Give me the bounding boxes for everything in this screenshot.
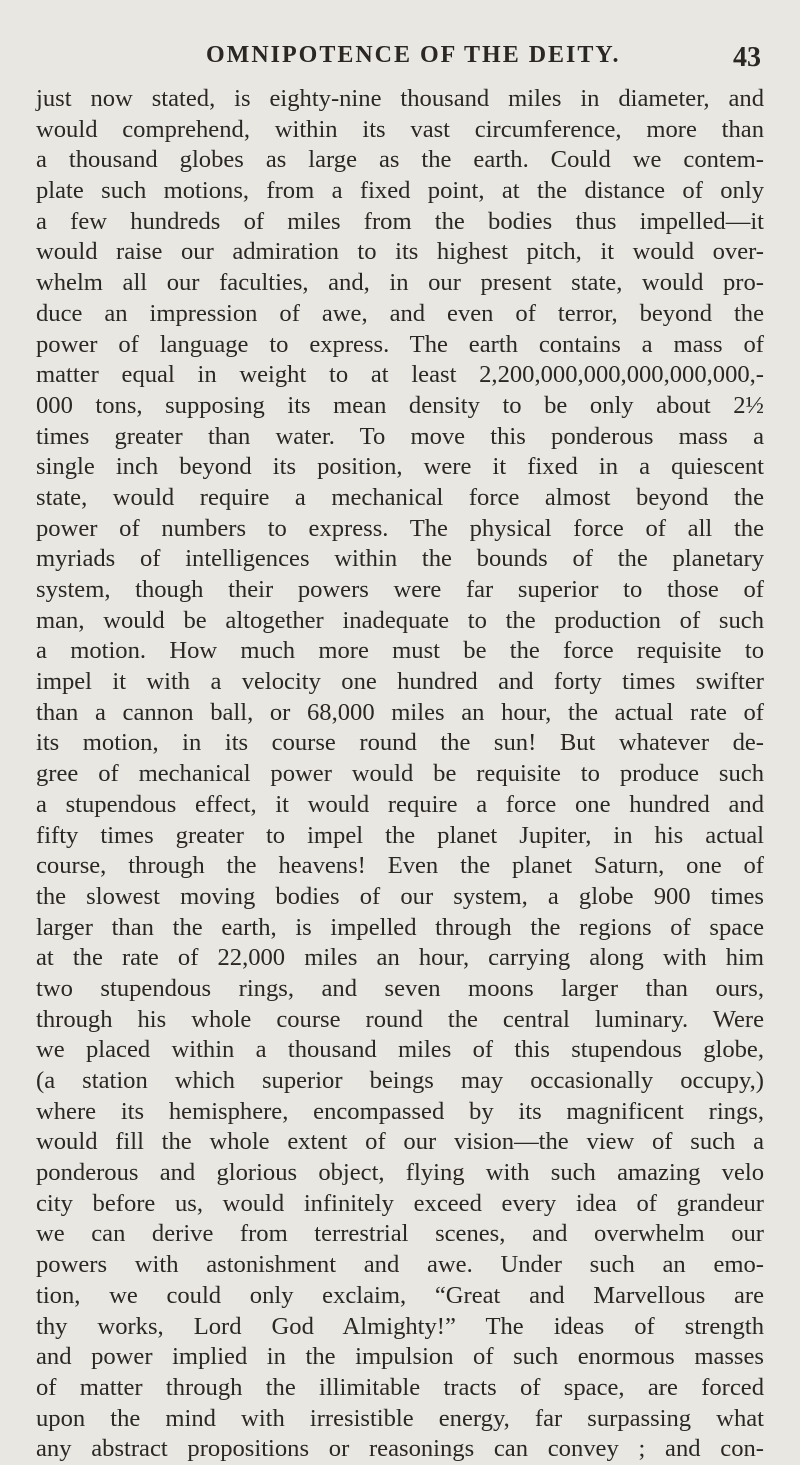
text-line: would fill the whole extent of our vision—the view of such a [36,1128,764,1156]
text-line: larger than the earth, is impelled through the regions of space [36,913,764,941]
text-line: power of numbers to express. The physical force of all the [36,514,764,542]
text-line: its motion, in its course round the sun! But whatever de- [36,729,764,757]
text-line: system, though their powers were far superior to those of [36,576,764,603]
text-line: we can derive from terrestrial scenes, and overwhelm our [36,1220,764,1248]
text-line: (a station which superior beings may occasionally occupy,) [36,1067,764,1094]
page-header [0,42,800,82]
text-line: city before us, would infinitely exceed every idea of grandeur [36,1189,764,1217]
text-line: would comprehend, within its vast circumference, more than [36,115,764,143]
text-line: than a cannon ball, or 68,000 miles an hour, the actual rate of [36,698,764,726]
text-line: we placed within a thousand miles of this stupendous globe, [36,1036,764,1064]
text-line: fifty times greater to impel the planet Jupiter, in his actual [36,821,764,849]
text-line: thy works, Lord God Almighty!” The ideas of strength [36,1312,764,1340]
text-line: ponderous and glorious object, flying with such amazing velo [36,1159,764,1187]
text-line: two stupendous rings, and seven moons larger than ours, [36,974,764,1002]
text-line: any abstract propositions or reasonings can convey ; and con- [36,1435,764,1463]
text-line: a stupendous effect, it would require a force one hundred and [36,790,764,818]
text-line: man, would be altogether inadequate to the production of such [36,606,764,634]
running-title: OMNIPOTENCE OF THE DEITY. [206,42,621,68]
page-number: 43 [733,42,761,73]
text-line: single inch beyond its position, were it fixed in a quiescent [36,453,764,481]
text-line: course, through the heavens! Even the planet Saturn, one of [36,852,764,880]
text-line: plate such motions, from a fixed point, at the distance of only [36,177,764,205]
text-line: a thousand globes as large as the earth. Could we contem- [36,146,764,174]
text-line: through his whole course round the central luminary. Were [36,1005,764,1033]
text-line: myriads of intelligences within the bounds of the planetary [36,545,764,573]
text-line: of matter through the illimitable tracts of space, are forced [36,1373,764,1401]
text-line: at the rate of 22,000 miles an hour, carrying along with him [36,944,764,972]
text-line: just now stated, is eighty-nine thousand miles in diameter, and [36,85,764,112]
text-line: the slowest moving bodies of our system, a globe 900 times [36,882,764,910]
text-line: upon the mind with irresistible energy, far surpassing what [36,1404,764,1432]
text-line: gree of mechanical power would be requisite to produce such [36,760,764,788]
text-line: a motion. How much more must be the force requisite to [36,637,764,665]
text-line: 000 tons, supposing its mean density to be only about 2½ [36,391,764,419]
text-line: powers with astonishment and awe. Under such an emo- [36,1251,764,1279]
text-line: a few hundreds of miles from the bodies thus impelled—it [36,207,764,235]
text-line: power of language to express. The earth contains a mass of [36,330,764,358]
text-line: tion, we could only exclaim, “Great and Marvellous are [36,1281,764,1309]
text-line: times greater than water. To move this ponderous mass a [36,422,764,450]
text-line: matter equal in weight to at least 2,200,000,000,000,000,000,- [36,361,764,389]
text-line: where its hemisphere, encompassed by its magnificent rings, [36,1097,764,1125]
text-line: would raise our admiration to its highest pitch, it would over- [36,238,764,266]
text-line: impel it with a velocity one hundred and forty times swifter [36,668,764,696]
text-line: state, would require a mechanical force almost beyond the [36,483,764,511]
text-line: duce an impression of awe, and even of terror, beyond the [36,299,764,327]
body-text [36,84,764,1465]
text-line: and power implied in the impulsion of such enormous masses [36,1343,764,1371]
text-line: whelm all our faculties, and, in our present state, would pro- [36,269,764,297]
